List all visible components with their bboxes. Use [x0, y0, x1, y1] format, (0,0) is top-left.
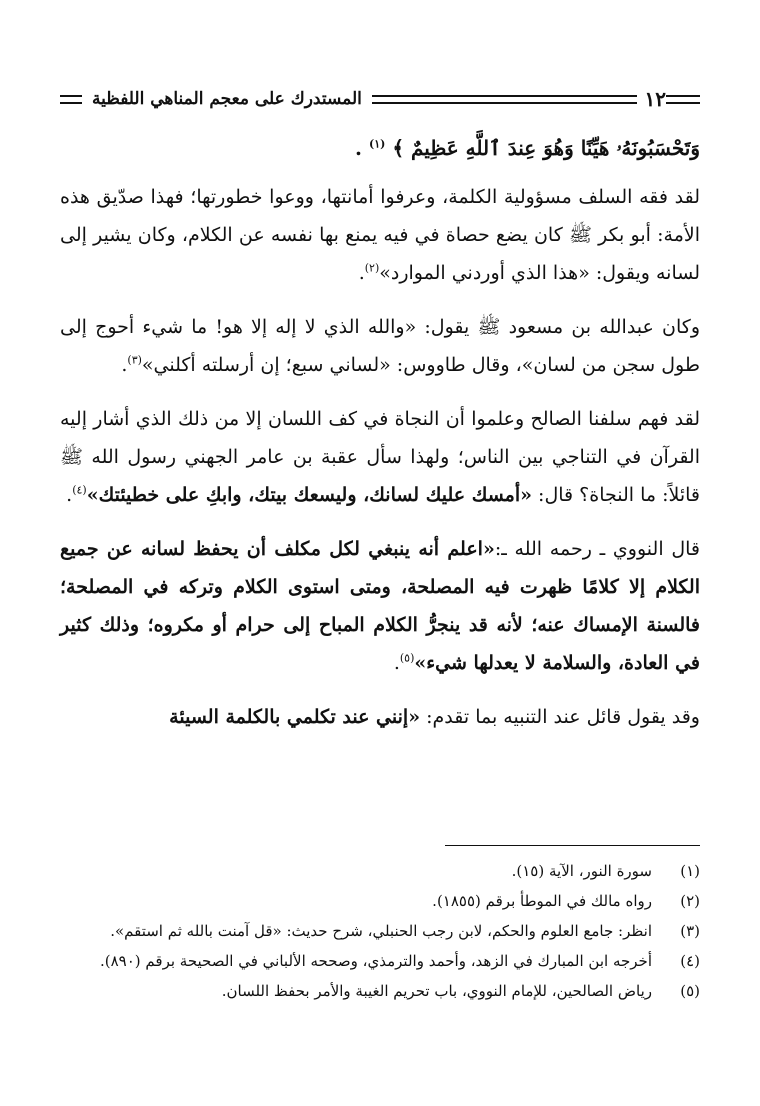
footnote-ref-4: (٤) — [72, 483, 87, 497]
footnote-number: (٥) — [680, 982, 700, 1000]
verse-text: وَتَحْسَبُونَهُۥ هَيِّنًا وَهُوَ عِندَ ٱللَّهِ عَظِيمٌ ﴾ — [392, 136, 700, 160]
footnote-number: (٣) — [680, 922, 700, 940]
footnote-item — [60, 976, 700, 1006]
footnote-text: رواه مالك في الموطأ برقم (١٨٥٥). — [432, 892, 652, 910]
paragraph-3-quote: «أمسك عليك لسانك، وليسعك بيتك، وابكِ على خطيئتك» — [86, 484, 532, 506]
paragraph-3: لقد فهم سلفنا الصالح وعلموا أن النجاة في كف اللسان إلا من ذلك الذي أشار إليه القرآن في التناجي بين الناس؛ ولهذا سأل عقبة بن عامر الجهني رسول الله ﷺ قائلاً: ما النجاة؟ قال: «أمسك عليك لسانك، وليسعك بيتك، وابكِ على خطيئتك»$^{(٤)}$. — [60, 408, 700, 506]
footnote-number: (١) — [680, 862, 700, 880]
footnotes — [60, 856, 700, 1006]
footnote-number: (٤) — [680, 952, 700, 970]
page-header — [60, 86, 700, 112]
header-rule-left — [60, 95, 82, 104]
paragraph-4: قال النووي ـ رحمه الله ـ:«اعلم أنه ينبغي لكل مكلف أن يحفظ لسانه عن جميع الكلام إلا كلامًا ظهرت فيه المصلحة، ومتى استوى الكلام وتركه في المصلحة؛ فالسنة الإمساك عنه؛ لأنه قد ينجرُّ الكلام المباح إلى حرام أو مكروه؛ وذلك كثير في العادة، والسلامة لا يعدلها شيء»$^{(٥)}$. — [60, 538, 701, 674]
footnote-text: سورة النور، الآية (١٥). — [511, 862, 652, 880]
paragraph-2: وكان عبدالله بن مسعود ﷺ يقول: «والله الذي لا إله إلا هو! ما شيء أحوج إلى طول سجن من لسان»، وقال طاووس: «لساني سبع؛ إن أرسلته أكلني»$^{(٣)}$. — [60, 316, 700, 376]
footnote-ref-2: (٢) — [364, 261, 380, 275]
paragraph-5-quote: «إنني عند تكلمي بالكلمة السيئة — [169, 706, 421, 728]
paragraph-5-text: وقد يقول قائل عند التنبيه بما تقدم: — [420, 706, 700, 728]
running-title: المستدرك على معجم المناهي اللفظية — [92, 89, 362, 109]
header-rule-right — [666, 95, 700, 104]
main-text — [60, 128, 700, 752]
paragraph-2-text: وكان عبدالله بن مسعود ﷺ يقول: «والله الذي لا إله إلا هو! ما شيء أحوج إلى طول سجن من لسان»، وقال طاووس: «لساني سبع؛ إن أرسلته أكلني» — [60, 316, 700, 376]
paragraph-5 — [60, 698, 700, 736]
footnote-item — [60, 886, 700, 916]
footnote-item — [60, 916, 700, 946]
footnote-text: رياض الصالحين، للإمام النووي، باب تحريم الغيبة والأمر بحفظ اللسان. — [221, 982, 652, 1000]
footnote-ref-5: (٥) — [399, 651, 415, 665]
footnote-ref-3: (٣) — [127, 353, 142, 367]
paragraph-1-text: لقد فقه السلف مسؤولية الكلمة، وعرفوا أمانتها، ووعوا خطورتها؛ فهذا صدّيق هذه الأمة: أبو بكر ﷺ كان يضع حصاة في فيه يمنع بها نفسه عن الكلام، وكان يشير إلى لسانه ويقول: «هذا الذي أوردني الموارد» — [60, 186, 700, 284]
footnote-text: انظر: جامع العلوم والحكم، لابن رجب الحنبلي، شرح حديث: «قل آمنت بالله ثم استقم». — [110, 922, 652, 940]
paragraph-1: لقد فقه السلف مسؤولية الكلمة، وعرفوا أمانتها، ووعوا خطورتها؛ فهذا صدّيق هذه الأمة: أبو بكر ﷺ كان يضع حصاة في فيه يمنع بها نفسه عن الكلام، وكان يشير إلى لسانه ويقول: «هذا الذي أوردني الموارد»$^{(٢)}$. — [60, 186, 700, 284]
footnote-number: (٢) — [680, 892, 700, 910]
footnote-item — [60, 946, 700, 976]
footnote-separator — [445, 845, 700, 846]
footnote-text: أخرجه ابن المبارك في الزهد، وأحمد والترمذي، وصححه الألباني في الصحيحة برقم (٨٩٠). — [100, 952, 652, 970]
footnote-ref-1: (١) — [368, 137, 386, 151]
header-rule-middle — [372, 95, 637, 104]
paragraph-3-text: لقد فهم سلفنا الصالح وعلموا أن النجاة في كف اللسان إلا من ذلك الذي أشار إليه القرآن في التناجي بين الناس؛ ولهذا سأل عقبة بن عامر الجهني رسول الله ﷺ قائلاً: ما النجاة؟ قال: — [60, 408, 700, 506]
footnote-item — [60, 856, 700, 886]
quran-verse — [60, 128, 700, 168]
paragraph-4-quote: «اعلم أنه ينبغي لكل مكلف أن يحفظ لسانه عن جميع الكلام إلا كلامًا ظهرت فيه المصلحة، ومتى استوى الكلام وتركه في المصلحة؛ فالسنة الإمساك عنه؛ لأنه قد ينجرُّ الكلام المباح إلى حرام أو مكروه؛ وذلك كثير في العادة، والسلامة لا يعدلها شيء» — [60, 538, 700, 674]
paragraph-4-text: قال النووي ـ رحمه الله ـ: — [494, 538, 701, 560]
verse-end: . — [355, 136, 369, 160]
page-number: ١٢ — [644, 87, 666, 111]
